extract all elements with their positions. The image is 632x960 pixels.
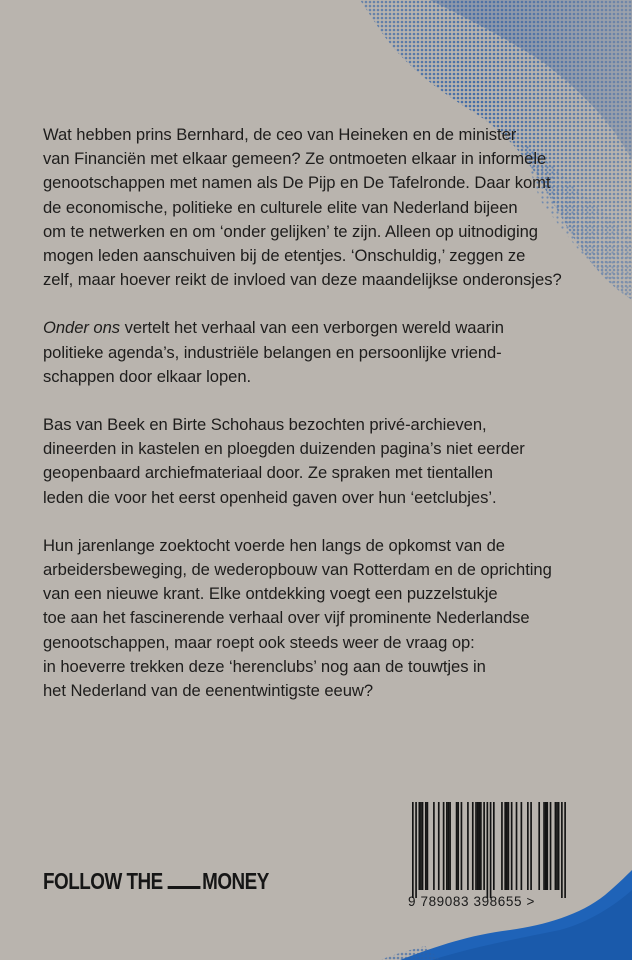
barcode-bar [543, 802, 545, 890]
text-line: genootschappen, maar roept ook steeds weer de vraag op: [43, 632, 475, 652]
barcode-bar [420, 802, 422, 890]
barcode-bar [564, 802, 566, 898]
barcode-bar [446, 802, 448, 890]
text-line: mogen leden aanschuiven bij de etentjes. ‘Onschuldig,’ zeggen ze [43, 246, 526, 266]
text-line: zelf, maar hoever reikt de invloed van deze maandelijkse onderonsjes? [43, 270, 562, 290]
barcode-bar [546, 802, 548, 890]
barcode-bar [555, 802, 557, 890]
barcode-bar [508, 802, 510, 890]
text-line: geopenbaard archiefmateriaal door. Ze spraken met tientallen [43, 463, 493, 483]
logo-underline [168, 868, 201, 889]
text-line: politieke agenda’s, industriële belangen en persoonlijke vriend- [43, 342, 502, 362]
text-fragment: vertelt het verhaal van een verborgen wereld waarin [120, 318, 504, 338]
barcode-bar [501, 802, 503, 890]
barcode-bar [418, 802, 420, 890]
text-line: het Nederland van de eenentwintigste eeuw? [43, 681, 374, 701]
barcode-bar [530, 802, 532, 890]
barcode-bar [490, 802, 492, 898]
barcode-bar [425, 802, 427, 890]
text-line: schappen door elkaar lopen. [43, 366, 252, 386]
text-line: Hun jarenlange zoektocht voerde hen langs de opkomst van de [43, 535, 505, 555]
barcode-bar [427, 802, 429, 890]
barcode-bar [415, 802, 417, 898]
barcode-bar [422, 802, 424, 890]
barcode-bar [456, 802, 458, 890]
barcode-bar [433, 802, 435, 890]
book-title-italic: Onder ons [43, 318, 121, 338]
text-line: toe aan het fascinerende verhaal over vijf prominente Nederlandse [43, 608, 530, 628]
logo-text-left: FOLLOW THE [43, 868, 163, 894]
blurb-paragraph-3 [43, 413, 623, 510]
blurb-paragraph-1 [43, 123, 623, 292]
barcode-bar [477, 802, 479, 890]
text-line: dineerden in kastelen en ploegden duizenden pagina’s niet eerder [43, 439, 525, 459]
barcode-bar [412, 802, 414, 898]
barcode-bar [443, 802, 445, 890]
text-line [43, 316, 623, 340]
barcode-bar [538, 802, 540, 890]
blurb-text [43, 123, 623, 727]
barcode-bar [504, 802, 506, 890]
text-line: de economische, politieke en culturele elite van Nederland bijeen [43, 197, 518, 217]
text-line: in hoeverre trekken deze ‘herenclubs’ nog aan de touwtjes in [43, 656, 486, 676]
isbn-number: 9 789083 398655 > [408, 894, 535, 909]
barcode-bar [561, 802, 563, 898]
barcode-bar [475, 802, 477, 890]
text-line: van Financiën met elkaar gemeen? Ze ontmoeten elkaar in informele [43, 149, 547, 169]
barcode-bar [472, 802, 474, 890]
barcode-bar [483, 802, 485, 890]
text-line: arbeidersbeweging, de wederopbouw van Rotterdam en de oprichting [43, 560, 552, 580]
barcode-bar [550, 802, 552, 890]
barcode-bar [558, 802, 560, 890]
text-line: van een nieuwe krant. Elke ontdekking voegt een puzzelstukje [43, 584, 498, 604]
barcode-bar [556, 802, 558, 890]
barcode-bar [449, 802, 451, 890]
barcode-bar [487, 802, 489, 898]
barcode-bar [521, 802, 523, 890]
text-line: Bas van Beek en Birte Schohaus bezochten privé-archieven, [43, 415, 487, 435]
barcode-bar [448, 802, 450, 890]
blurb-paragraph-2 [43, 316, 623, 389]
logo-text-right: MONEY [202, 868, 269, 894]
barcode-bar [457, 802, 459, 890]
barcode-bar [493, 802, 495, 890]
barcode-bar [516, 802, 518, 890]
barcode-bar [511, 802, 513, 890]
text-line: om te netwerken en om ‘onder gelijken’ te zijn. Alleen op uitnodiging [43, 221, 538, 241]
text-line: leden die voor het eerst openheid gaven over hun ‘eetclubjes’. [43, 487, 497, 507]
barcode-bar [438, 802, 440, 890]
text-line: genootschappen met namen als De Pijp en De Tafelronde. Daar komt [43, 173, 551, 193]
barcode-bar [545, 802, 547, 890]
text-line: Wat hebben prins Bernhard, de ceo van Heineken en de minister [43, 125, 517, 144]
isbn-barcode [398, 802, 576, 914]
barcode-bar [480, 802, 482, 890]
barcode-bar [478, 802, 480, 890]
publisher-logo [43, 868, 269, 902]
barcode-bar [527, 802, 529, 890]
barcode-bar [506, 802, 508, 890]
blurb-paragraph-4 [43, 534, 623, 703]
barcode-bar [467, 802, 469, 890]
barcode-bar [461, 802, 463, 890]
